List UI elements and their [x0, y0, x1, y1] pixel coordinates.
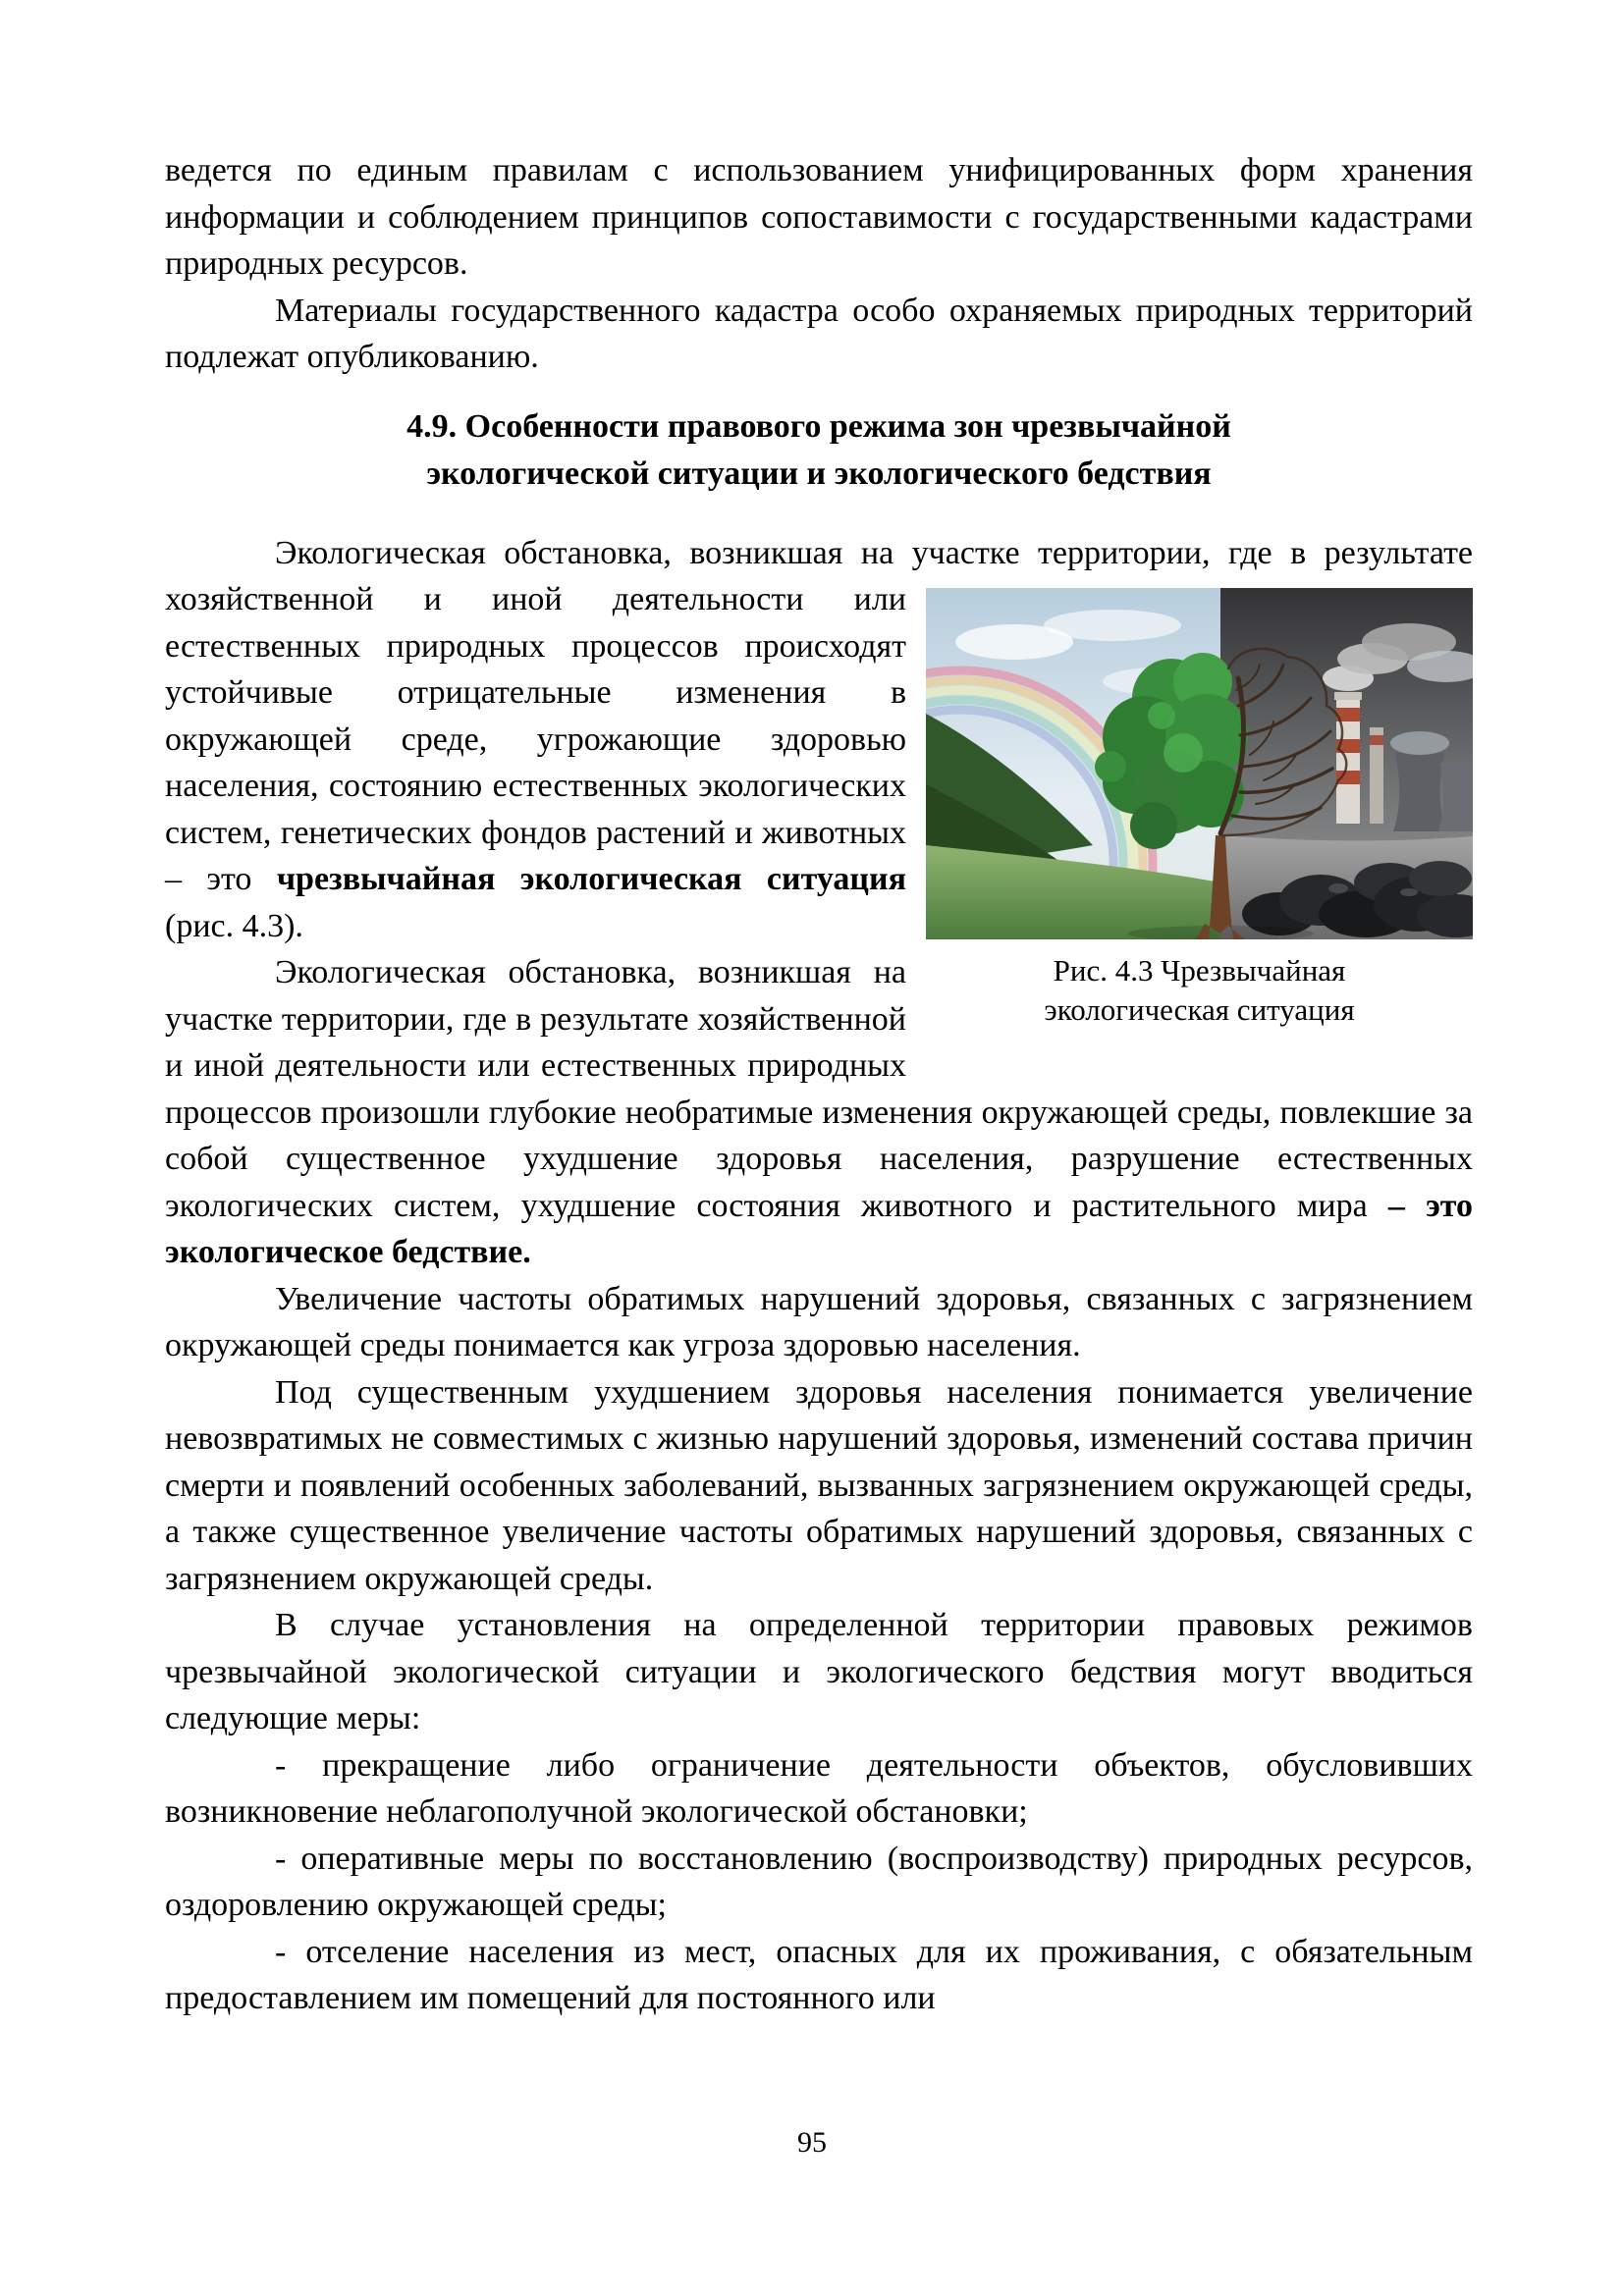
list-item-2: - оперативные меры по восстановлению (воспроизводству) природных ресурсов, оздоровлению окружающей среды;	[165, 1840, 1473, 1923]
section-heading-line-2: экологической ситуации и экологического бедствия	[426, 454, 1212, 492]
paragraph-3	[165, 530, 1474, 1027]
figure-caption	[926, 951, 1473, 1030]
paragraph-2: Материалы государственного кадастра особо охраняемых природных территорий подлежат опубликованию.	[165, 292, 1473, 375]
figure-caption-line-1: Рис. 4.3 Чрезвычайная	[1053, 953, 1346, 988]
text-run: (рис. 4.3).	[165, 907, 303, 944]
figure-4-3	[926, 588, 1473, 1030]
paragraph-6: Под существенным ухудшением здоровья населения понимается увеличение невозвратимых не совместимых с жизнью нарушений здоровья, изменений состава причин смерти и появлений особенных заболеваний, вызванных загрязнением окружающей среды, а также существенное увеличение частоты обратимых нарушений здоровья, связанных с загрязнением окружающей среды.	[165, 1373, 1473, 1597]
text-run: результате хозяйственной и иной деятельности или естественных природных процессов происходят устойчивые отрицательные изменения в окружающей среде, угрожающие здоровью населения, состоянию естественных экологических систем, генетических фондов растений и животных – это	[165, 534, 1474, 897]
text-run: Экологическая обстановка, возникшая на участке территории, где в	[275, 534, 1307, 571]
paragraph-7: В случае установления на определенной территории правовых режимов чрезвычайной экологической ситуации и экологического бедствия могут вводиться следующие меры:	[165, 1607, 1473, 1736]
text-block	[165, 147, 1473, 2022]
page-number: 95	[797, 2126, 827, 2159]
section-heading-line-1: 4.9. Особенности правового режима зон чрезвычайной	[406, 407, 1231, 445]
list-item-3: - отселение населения из мест, опасных для их проживания, с обязательным предоставлением им помещений для постоянного или	[165, 1933, 1473, 2016]
paragraph-5: Увеличение частоты обратимых нарушений здоровья, связанных с загрязнением окружающей среды понимается как угроза здоровью населения.	[165, 1280, 1473, 1363]
bold-term-emergency-situation: чрезвычайная экологическая ситуация	[276, 861, 906, 897]
figure-caption-line-2: экологическая ситуация	[1044, 992, 1355, 1027]
paragraph-1: ведется по единым правилам с использованием унифицированных форм хранения информации и соблюдением принципов сопоставимости с государственными кадастрами природных ресурсов.	[165, 152, 1473, 282]
section-heading	[165, 403, 1473, 498]
text-run: Экологическая обстановка, возникшая на участке территории, где в результате хозяйственной и иной деятельности или естественных природных процессов произошли глубокие необратимые изменения окружающей среды, повлекшие за собой существенное ухудшение здоровья населения, разрушение естественных экологических систем, ухудшение состояния животного и растительного мира	[165, 954, 1473, 1224]
figure-4-3-image	[926, 588, 1473, 939]
bold-term-ecological-disaster: – это экологическое бедствие.	[165, 1187, 1474, 1270]
list-item-1: - прекращение либо ограничение деятельности объектов, обусловивших возникновение неблагополучной экологической обстановки;	[165, 1746, 1473, 1830]
